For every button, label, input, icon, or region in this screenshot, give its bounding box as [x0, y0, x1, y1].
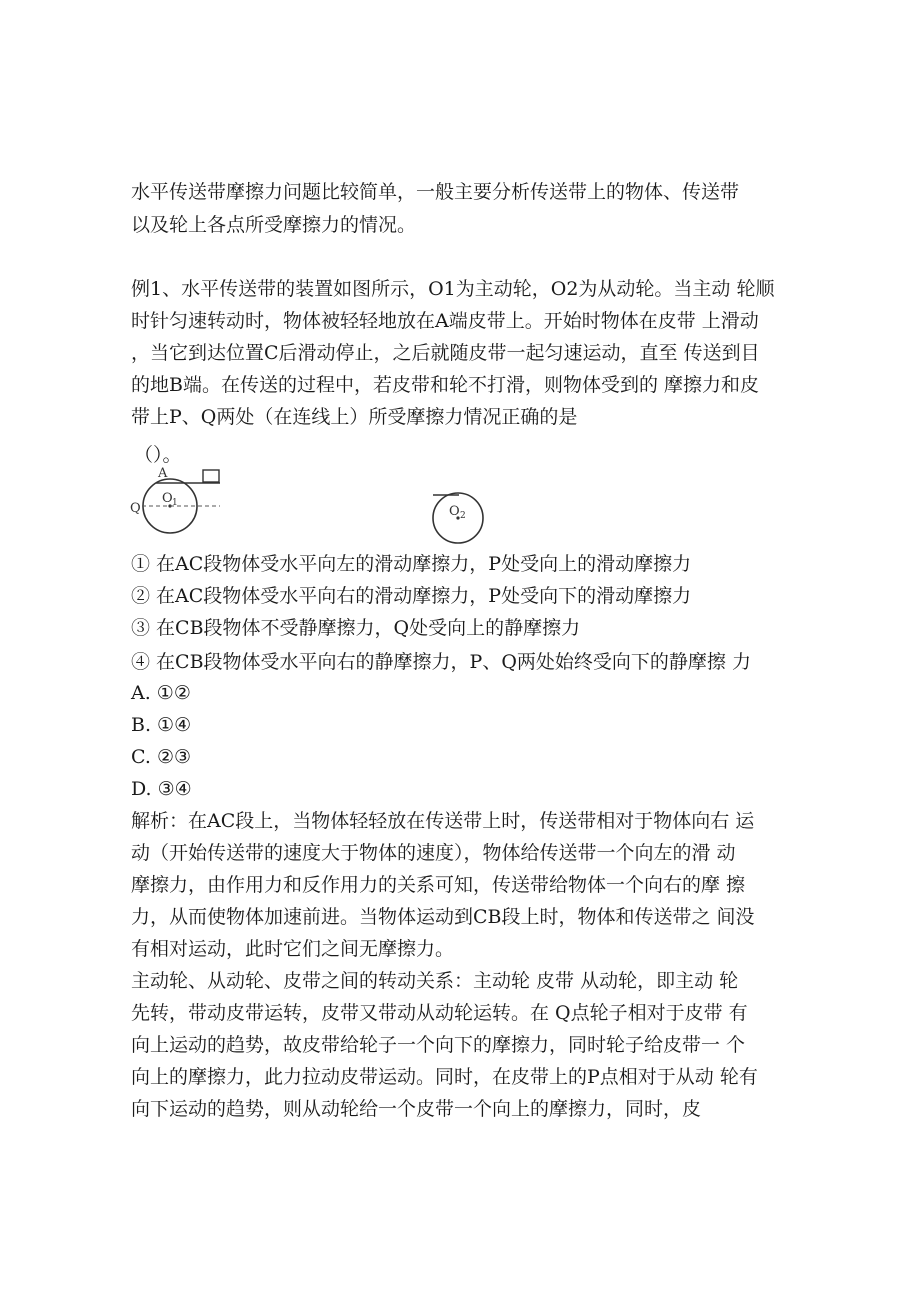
option-c: C. ②③: [131, 746, 192, 768]
conveyor-diagram: [128, 462, 498, 552]
analysis-line-2: 动（开始传送带的速度大于物体的速度），物体给传送带一个向左的滑 动: [131, 842, 736, 864]
statement-4: ④ 在CB段物体受水平向右的静摩擦力，P、Q两处始终受向下的静摩擦 力: [131, 651, 751, 673]
label-o2-sub: 2: [460, 511, 466, 521]
analysis-line-3: 摩擦力，由作用力和反作用力的关系可知，传送带给物体一个向右的摩 擦: [131, 874, 746, 896]
label-o1: O: [162, 491, 173, 506]
object-box: [203, 470, 219, 482]
example-line-2: 时针匀速转动时，物体被轻轻地放在A端皮带上。开始时物体在皮带 上滑动: [131, 310, 759, 332]
statement-2: ② 在AC段物体受水平向右的滑动摩擦力，P处受向下的滑动摩擦力: [131, 585, 692, 607]
analysis-line-6: 主动轮、从动轮、皮带之间的转动关系：主动轮 皮带 从动轮，即主动 轮: [131, 970, 739, 992]
statement-3: ③ 在CB段物体不受静摩擦力，Q处受向上的静摩擦力: [131, 617, 581, 639]
analysis-line-8: 向上运动的趋势，故皮带给轮子一个向下的摩擦力，同时轮子给皮带一 个: [131, 1034, 746, 1056]
answer-blank: （）。: [134, 444, 182, 466]
analysis-line-1: 解析：在AC段上，当物体轻轻放在传送带上时，传送带相对于物体向右 运: [131, 810, 755, 832]
example-line-5: 带上P、Q两处（在连线上）所受摩擦力情况正确的是: [131, 406, 578, 428]
example-line-1: 例1、水平传送带的装置如图所示，O1为主动轮，O2为从动轮。当主动 轮顺: [131, 278, 775, 300]
analysis-line-4: 力，从而使物体加速前进。当物体运动到CB段上时，物体和传送带之 间没: [131, 906, 755, 928]
example-line-3: ，当它到达位置C后滑动停止，之后就随皮带一起匀速运动，直至 传送到目: [131, 342, 760, 364]
example-line-4: 的地B端。在传送的过程中，若皮带和轮不打滑，则物体受到的 摩擦力和皮: [131, 374, 760, 396]
intro-line-1: 水平传送带摩擦力问题比较简单，一般主要分析传送带上的物体、传送带: [131, 181, 740, 203]
analysis-line-7: 先转，带动皮带运转，皮带又带动从动轮运转。在 Q点轮子相对于皮带 有: [131, 1002, 748, 1024]
analysis-line-10: 向下运动的趋势，则从动轮给一个皮带一个向上的摩擦力，同时，皮: [131, 1098, 702, 1120]
intro-line-2: 以及轮上各点所受摩擦力的情况。: [131, 214, 417, 236]
conveyor-diagram-svg: [128, 462, 498, 552]
label-a: A: [158, 466, 168, 481]
analysis-line-9: 向上的摩擦力，此力拉动皮带运动。同时，在皮带上的P点相对于从动 轮有: [131, 1066, 758, 1088]
option-a: A. ①②: [131, 682, 191, 704]
analysis-line-5: 有相对运动，此时它们之间无摩擦力。: [131, 938, 455, 960]
label-o2: O: [449, 504, 460, 519]
statement-1: ① 在AC段物体受水平向左的滑动摩擦力，P处受向上的滑动摩擦力: [131, 553, 692, 575]
label-q: Q: [130, 501, 141, 516]
option-d: D. ③④: [131, 778, 192, 800]
option-b: B. ①④: [131, 714, 192, 736]
label-o1-sub: 1: [172, 498, 178, 508]
